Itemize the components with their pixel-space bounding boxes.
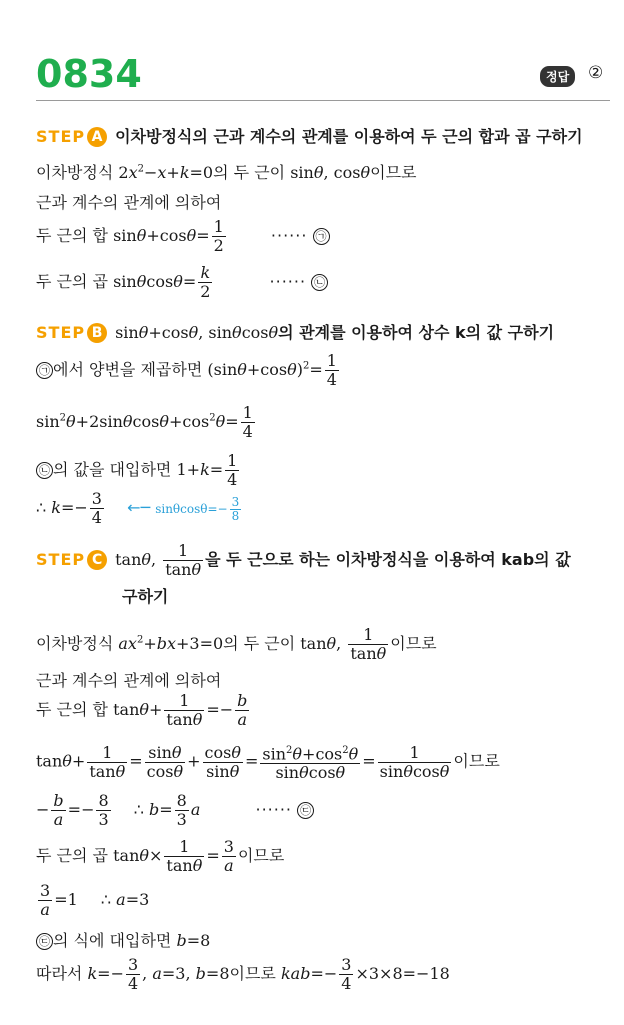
substitute-line: ㉡ 의 값을 대입하면 1+k= $\frac{1}{4}$ xyxy=(36,452,241,489)
step-c-badge: C xyxy=(87,550,107,570)
header-divider xyxy=(36,100,610,101)
mark-c: ㉢ xyxy=(297,802,314,819)
step-b-heading: STEP B sinθ+cosθ, sinθcosθ의 관계를 이용하여 상수 k의 값 구하기 xyxy=(36,323,555,342)
step-a-heading: STEP A 이차방정식의 근과 계수의 관계를 이용하여 두 근의 합과 곱 구하기 xyxy=(36,127,583,146)
product-line-a: 두 근의 곱 sinθcosθ= $\frac{k}{2}$ ······ ㉡ xyxy=(36,264,328,301)
relation-text-a: 근과 계수의 관계에 의하여 xyxy=(36,193,222,212)
square-line: ㉠ 에서 양변을 제곱하면 $(\sin\theta+\cos\theta)^2=$ $\frac{1}{4}$ xyxy=(36,352,341,389)
relation-text-c: 근과 계수의 관계에 의하여 xyxy=(36,671,222,690)
step-b-badge: B xyxy=(87,323,107,343)
k-result-line: ∴ k=− $\frac{3}{4}$ ←─ sinθcosθ=− $\frac{3}{8}$ xyxy=(36,490,243,527)
a-value-line: $\frac{3}{a}$ =1 ∴ a=3 xyxy=(40,881,150,919)
left-arrow-icon: ←─ xyxy=(127,498,151,517)
sum-line-a: 두 근의 합 sinθ+cosθ= $\frac{1}{2}$ ······ ㉠ xyxy=(36,218,330,255)
step-c-heading-cont: 구하기 xyxy=(122,587,169,606)
equation-intro-c: 이차방정식 $ax^2+bx+3=0$의 두 근이 tanθ, $\frac{1}{\tan\theta}$ 이므로 xyxy=(36,625,437,663)
problem-number: 0834 xyxy=(36,52,142,96)
step-a-badge: A xyxy=(87,127,107,147)
hint-note: sinθcosθ=− $\frac{3}{8}$ xyxy=(155,495,240,523)
mark-a: ㉠ xyxy=(313,228,330,245)
step-c-heading: STEP C tanθ, $\frac{1}{\tan\theta}$ 을 두 근으로 하는 이차방정식을 이용하여 kab의 값 xyxy=(36,541,571,579)
final-line: 따라서 k=− $\frac{3}{4}$ , a=3, b=8이므로 kab=− $\frac{3}{4}$ ×3×8=−18 xyxy=(36,955,450,993)
equation-intro: 이차방정식 $2x^2-x+k=0$의 두 근이 sinθ, cosθ이므로 xyxy=(36,163,417,182)
tan-identity-line: tanθ+ $\frac{1}{\tan\theta}$ = $\frac{\sin\theta}{\cos\theta}$ + $\frac{\cos\theta}{\sin\theta}$ = $\frac{\sin^2\theta+\cos^2\theta}{\sin\theta\cos\theta}$ = $\frac{1}{\sin\theta\cos\theta}$ 이므로 xyxy=(36,742,500,783)
b-value-line: − $\frac{b}{a}$ =− $\frac{8}{3}$ ∴ b= $\frac{8}{3}$ a ······ ㉢ xyxy=(36,792,314,829)
subst-c-line: ㉢ 의 식에 대입하면 b=8 xyxy=(36,928,210,951)
expand-line: $\sin^2\theta+2\sin\theta\cos\theta+\cos^2\theta=$ $\frac{1}{4}$ xyxy=(36,403,253,441)
answer-badge: 정답 xyxy=(540,66,575,87)
answer-value: ② xyxy=(588,63,604,83)
sum-line-c: 두 근의 합 tanθ+ $\frac{1}{\tan\theta}$ =− $\frac{b}{a}$ xyxy=(36,691,248,729)
mark-b: ㉡ xyxy=(311,274,328,291)
product-line-c: 두 근의 곱 tanθ× $\frac{1}{\tan\theta}$ = $\frac{3}{a}$ 이므로 xyxy=(36,837,285,875)
